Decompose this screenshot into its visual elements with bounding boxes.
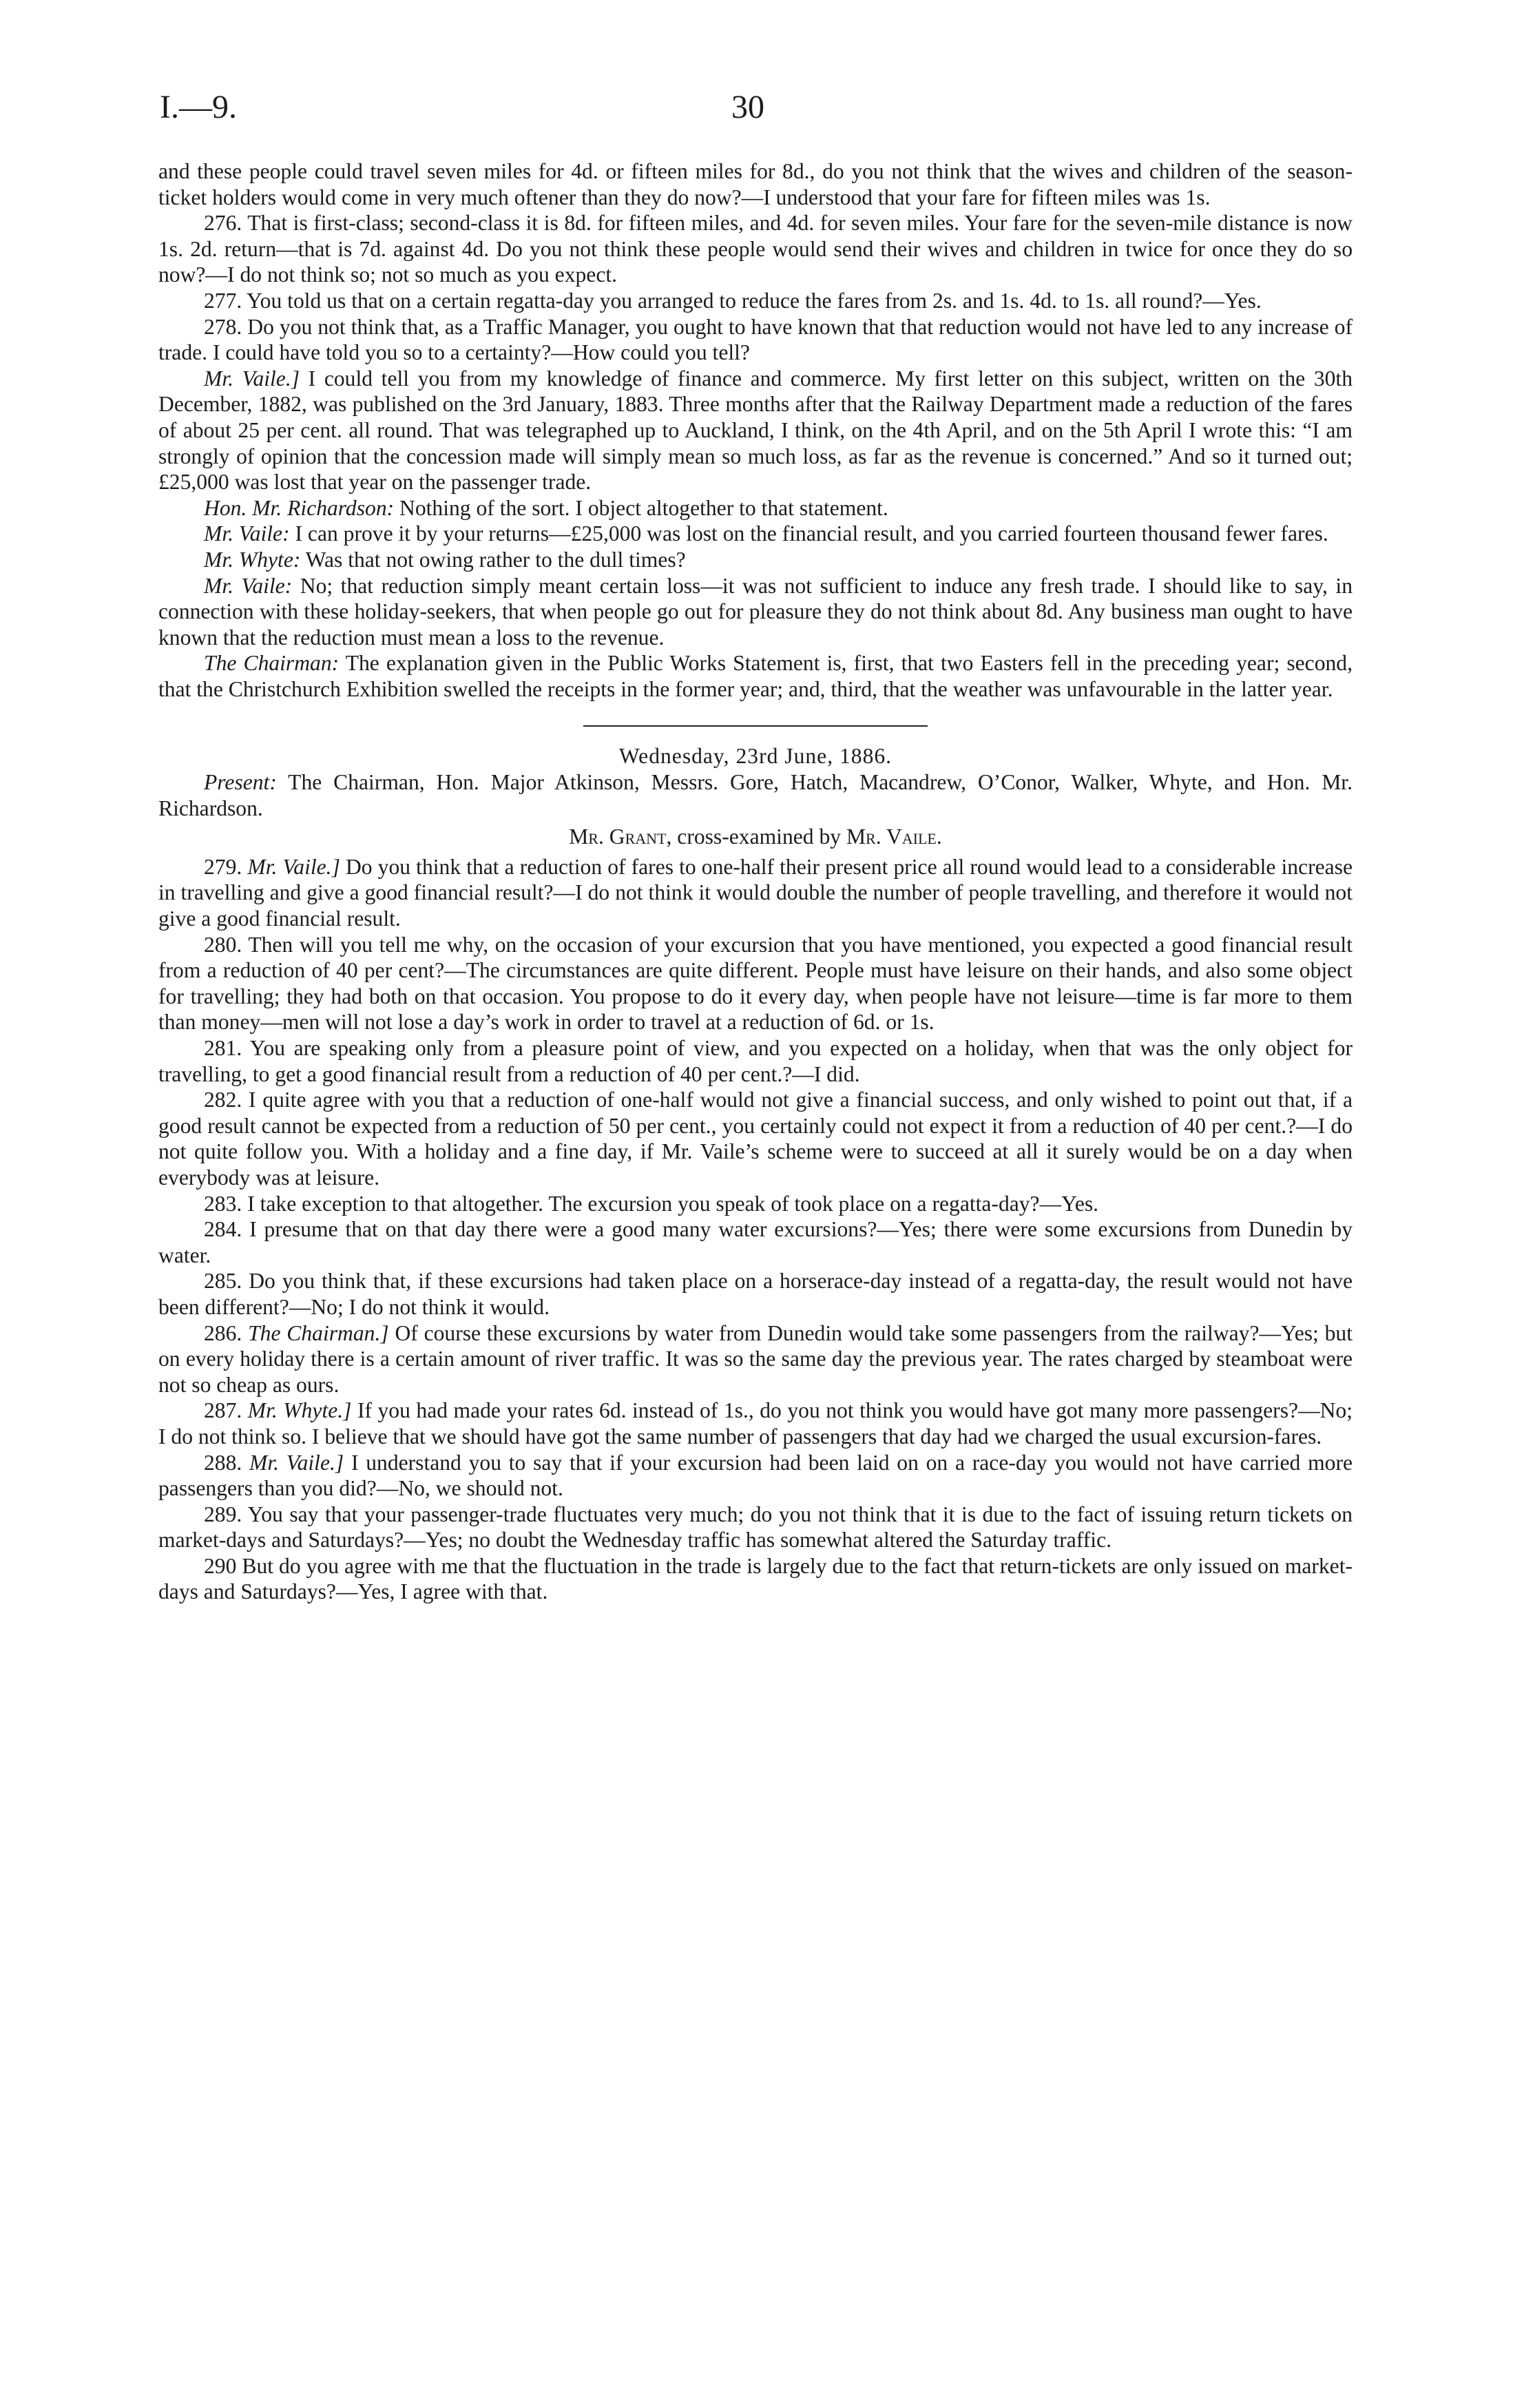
question-number: 279. (204, 854, 248, 879)
speaker-name: Mr. Vaile.] (204, 366, 300, 391)
members-present (158, 769, 1353, 821)
section-reference: I.—9. (160, 89, 237, 125)
paragraph-text: 277. You told us that on a certain regatta-day you arranged to reduce the fares from 2s. and 1s. 4d. to 1s. all round?—Yes. (204, 288, 1262, 313)
paragraph-text: 285. Do you think that, if these excursions had taken place on a horserace-day instead of a regatta-day, the result would not have been different?—No; I do not think it would. (158, 1269, 1353, 1319)
speaker-name: Mr. Whyte.] (247, 1398, 352, 1423)
evidence-paragraph (158, 495, 1353, 521)
witness-line (158, 824, 1353, 850)
evidence-paragraph (158, 1268, 1353, 1320)
question-number: 288. (204, 1450, 250, 1475)
evidence-paragraph (158, 1035, 1353, 1087)
paragraph-text: No; that reduction simply meant certain loss—it was not sufficient to induce any fresh trade. I should like to say, in connection with these holiday-seekers, that when people go out for pleasure they do not think about 8d. Any business man ought to have known that the reduction must mean a loss to the revenue. (158, 573, 1353, 650)
question-number: 286. (204, 1320, 249, 1345)
paragraph-text: 278. Do you not think that, as a Traffic Manager, you ought to have known that that reduction would not have led to any increase of trade. I could have told you so to a certainty?—How could you tell? (158, 314, 1353, 365)
witness-name: Mr. Grant (569, 824, 667, 849)
paragraph-text: 282. I quite agree with you that a reduction of one-half would not give a financial success, and only wished to point out that, if a good result cannot be expected from a reduction of 50 per cent., you certainly could not expect it from a reduction of 40 per cent.?—I do not quite follow you. With a holiday and a fine day, if Mr. Vaile’s scheme were to succeed at all it surely would be on a day when everybody was at leisure. (158, 1088, 1353, 1190)
evidence-paragraph (158, 547, 1353, 573)
speaker-name: Mr. Vaile: (204, 521, 290, 546)
speaker-name: The Chairman.] (248, 1320, 389, 1345)
question-number: 287. (204, 1398, 248, 1423)
paragraph-text: 276. That is first-class; second-class it is 8d. for fifteen miles, and 4d. for seven miles. Your fare for the seven-mile distance is now 1s. 2d. return—that is 7d. against 4d. Do you not think these people would send their wives and children in twice for once they do so now?—I do not think so; not so much as you expect. (158, 211, 1353, 287)
evidence-paragraph (158, 288, 1353, 314)
page-body (158, 158, 1353, 1605)
paragraph-text: I understand you to say that if your excursion had been laid on on a race-day you would not have carried more passengers than you did?—No, we should not. (158, 1450, 1353, 1501)
present-text: The Chairman, Hon. Major Atkinson, Messrs. Gore, Hatch, Macandrew, O’Conor, Walker, Whyte, and Hon. Mr. Richardson. (158, 770, 1353, 820)
paragraph-text: Do you think that a reduction of fares to one-half their present price all round would lead to a considerable increase in travelling and give a good financial result?—I do not think it would double the number of people travelling, and therefore it would not give a good financial result. (158, 854, 1353, 931)
paragraph-text: 290 But do you agree with me that the fluctuation in the trade is largely due to the fact that return-tickets are only issued on market-days and Saturdays?—Yes, I agree with that. (158, 1553, 1353, 1604)
evidence-paragraph (158, 1216, 1353, 1268)
evidence-paragraph (158, 366, 1353, 495)
evidence-paragraph (158, 314, 1353, 366)
speaker-name: Hon. Mr. Richardson: (204, 495, 395, 520)
witness-middle: , cross-examined by (666, 824, 846, 849)
evidence-paragraph (158, 1087, 1353, 1190)
speaker-name: Mr. Vaile.] (249, 1450, 344, 1475)
present-label: Present: (204, 770, 277, 795)
paragraph-text: 284. I presume that on that day there were a good many water excursions?—Yes; there were some excursions from Dunedin by water. (158, 1217, 1353, 1267)
evidence-continued (158, 158, 1353, 702)
examiner-name: Mr. Vaile (846, 824, 937, 849)
evidence-paragraph (158, 1398, 1353, 1449)
evidence-paragraph (158, 521, 1353, 547)
speaker-name: The Chairman: (204, 651, 340, 676)
section-divider (583, 725, 928, 727)
speaker-name: Mr. Whyte: (204, 547, 301, 572)
paragraph-text: and these people could travel seven miles for 4d. or fifteen miles for 8d., do you not think that the wives and children of the season-ticket holders would come in very much oftener than they do now?—I understood that your fare for fifteen miles was 1s. (158, 159, 1353, 209)
witness-end: . (936, 824, 942, 849)
evidence-paragraph (158, 650, 1353, 702)
paragraph-text: 283. I take exception to that altogether. The excursion you speak of took place on a regatta-day?—Yes. (204, 1191, 1099, 1216)
evidence-paragraph (158, 854, 1353, 932)
evidence-paragraph (158, 1320, 1353, 1398)
evidence-paragraph (158, 932, 1353, 1035)
paragraph-text: 281. You are speaking only from a pleasure point of view, and you expected on a holiday, when that was the only object for travelling, to get a good financial result from a reduction of 40 per cent.?—I did. (158, 1036, 1353, 1086)
paragraph-text: Of course these excursions by water from Dunedin would take some passengers from the railway?—Yes; but on every holiday there is a certain amount of river traffic. It was so the same day the previous year. The rates charged by steamboat were not so cheap as ours. (158, 1320, 1353, 1397)
paragraph-text: The explanation given in the Public Works Statement is, first, that two Easters fell in the preceding year; second, that the Christchurch Exhibition swelled the receipts in the former year; and, third, that the weather was unfavourable in the latter year. (158, 651, 1353, 701)
evidence-paragraph (158, 1502, 1353, 1553)
cross-examination (158, 854, 1353, 1605)
evidence-paragraph (158, 158, 1353, 210)
paragraph-text: Nothing of the sort. I object altogether to that statement. (394, 495, 888, 520)
paragraph-text: If you had made your rates 6d. instead of 1s., do you not think you would have got many more passengers?—No; I do not think so. I believe that we should have got the same number of passengers that day had we charged the usual excursion-fares. (158, 1398, 1353, 1449)
page-number: 30 (731, 89, 764, 125)
paragraph-text: Was that not owing rather to the dull times? (300, 547, 686, 572)
paragraph-text: 280. Then will you tell me why, on the occasion of your excursion that you have mentioned, you expected a good financial result from a reduction of 40 per cent?—The circumstances are quite different. People must have leisure on their hands, and also some object for travelling; they had both on that occasion. You propose to do it every day, when people have not leisure—time is far more to them than money—men will not lose a day’s work in order to travel at a reduction of 6d. or 1s. (158, 932, 1353, 1035)
speaker-name: Mr. Vaile.] (247, 854, 340, 879)
sitting-date: Wednesday, 23rd June, 1886. (618, 744, 893, 769)
evidence-paragraph (158, 1191, 1353, 1217)
evidence-paragraph (158, 1450, 1353, 1502)
evidence-paragraph (158, 210, 1353, 288)
evidence-paragraph (158, 1553, 1353, 1605)
paragraph-text: I could tell you from my knowledge of finance and commerce. My first letter on this subject, written on the 30th December, 1882, was published on the 3rd January, 1883. Three months after that the Railway Department made a reduction of the fares of about 25 per cent. all round. That was telegraphed up to Auckland, I think, on the 4th April, and on the 5th April I wrote this: “I am strongly of opinion that the concession made will simply mean so much loss, as far as the revenue is concerned.” And so it turned out; £25,000 was lost that year on the passenger trade. (158, 366, 1353, 495)
paragraph-text: 289. You say that your passenger-trade fluctuates very much; do you not think that it is due to the fact of issuing return tickets on market-days and Saturdays?—Yes; no doubt the Wednesday traffic has somewhat altered the Saturday traffic. (158, 1502, 1353, 1553)
evidence-paragraph (158, 573, 1353, 651)
speaker-name: Mr. Vaile: (204, 573, 293, 598)
paragraph-text: I can prove it by your returns—£25,000 was lost on the financial result, and you carried fourteen thousand fewer fares. (289, 521, 1328, 546)
